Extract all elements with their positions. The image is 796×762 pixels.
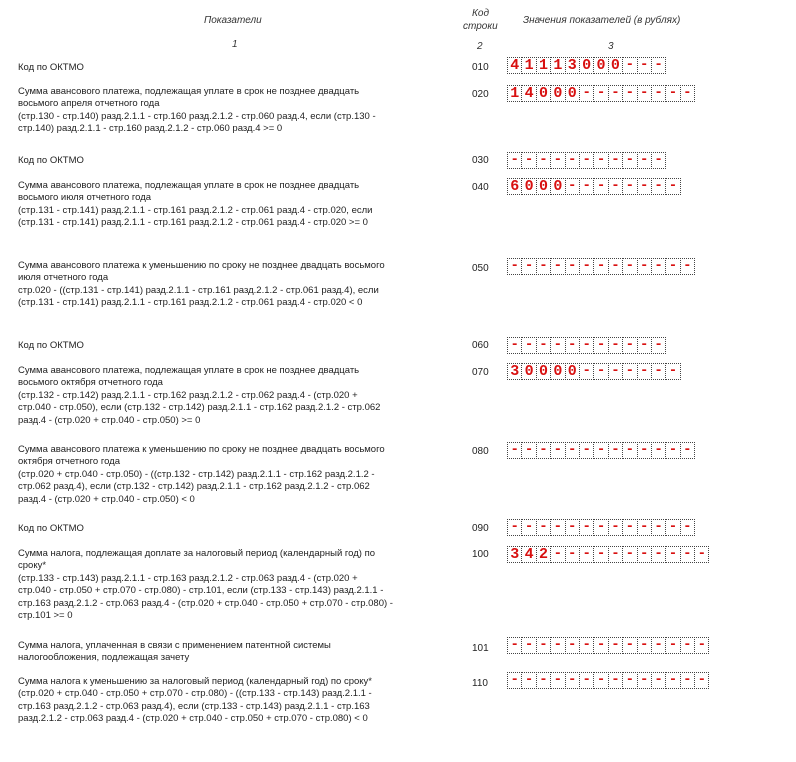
value-cell[interactable]: - [651,442,666,459]
header-col1-title: Показатели [204,15,262,26]
value-cell[interactable]: 4 [521,85,536,102]
value-cell[interactable]: - [622,337,637,354]
value-cell[interactable]: - [680,637,695,654]
value-cell[interactable]: 0 [608,57,623,74]
value-cell[interactable]: - [651,337,666,354]
value-cell[interactable]: 0 [521,178,536,195]
value-cell[interactable]: 1 [536,57,551,74]
value-cell[interactable]: - [507,258,522,275]
value-cell[interactable]: 0 [521,363,536,380]
value-cell[interactable]: 3 [565,57,580,74]
value-cell[interactable]: - [665,519,680,536]
value-cell[interactable]: - [651,637,666,654]
value-cell[interactable]: - [579,442,594,459]
value-cell[interactable]: - [651,258,666,275]
value-cell[interactable]: 3 [507,363,522,380]
row-060-line-code: 060 [472,340,489,351]
value-cell[interactable]: - [565,637,580,654]
value-cell[interactable]: - [637,337,652,354]
value-cell[interactable]: - [521,519,536,536]
row-010-line-code: 010 [472,62,489,73]
value-cell[interactable]: - [536,258,551,275]
row-020-value-cells[interactable] [507,85,694,102]
row-090-line-code: 090 [472,523,489,534]
value-cell[interactable]: - [651,85,666,102]
value-cell[interactable]: - [579,258,594,275]
value-cell[interactable]: - [565,546,580,563]
value-cell[interactable]: - [608,637,623,654]
row-070-description: Сумма авансового платежа, подлежащая уплате в срок не позднее двадцать восьмого октября отчетного года (стр.132 - стр.142) разд.2.1.1 - стр.162 разд.2.1.2 - стр.062 разд.4 - (стр.020 + стр.040 - стр.050), если (стр.132 - стр.142) разд.2.1.1 - стр.162 разд.2.1.2 - стр.062 разд.4 - (стр.020 + стр.040 - стр.050) >= 0 [18,365,381,426]
value-cell[interactable]: - [550,546,565,563]
row-080-description: Сумма авансового платежа к уменьшению по сроку не позднее двадцать восьмого октября отчетного года (стр.020 + стр.040 - стр.050) - ((стр.132 - стр.142) разд.2.1.1 - стр.162 разд.2.1.2 - стр.062 разд.4), если (стр.132 - стр.142) разд.2.1.1 - стр.162 разд.2.1.2 - стр.062 разд.4 - (стр.020 + стр.040 - стр.050) < 0 [18,444,385,505]
value-cell[interactable]: - [637,546,652,563]
row-100-value-cells[interactable] [507,546,708,563]
value-cell[interactable]: - [507,519,522,536]
value-cell[interactable]: - [608,85,623,102]
row-110-value-cells[interactable] [507,672,708,689]
value-cell[interactable]: - [622,637,637,654]
value-cell[interactable]: - [579,363,594,380]
value-cell[interactable]: - [565,337,580,354]
row-020-line-code: 020 [472,89,489,100]
row-080-line-code: 080 [472,446,489,457]
value-cell[interactable]: 0 [536,85,551,102]
row-020-description: Сумма авансового платежа, подлежащая уплате в срок не позднее двадцать восьмого апреля отчетного года (стр.130 - стр.140) разд.2.1.1 - стр.160 разд.2.1.2 - стр.060 разд.4, если (стр.130 - стр.140) разд.2.1.1 - стр.160 разд.2.1.2 - стр.060 разд.4 >= 0 [18,86,376,135]
value-cell[interactable]: - [550,519,565,536]
header-col3-num: 3 [608,41,614,52]
row-101-value-cells[interactable] [507,637,708,654]
value-cell[interactable]: - [637,178,652,195]
value-cell[interactable]: - [579,546,594,563]
header-col2-title-line2: строки [463,21,498,32]
value-cell[interactable]: 0 [550,178,565,195]
value-cell[interactable]: 0 [536,363,551,380]
header-col3-title: Значения показателей (в рублях) [523,15,681,26]
value-cell[interactable]: - [565,442,580,459]
value-cell[interactable]: 0 [550,363,565,380]
value-cell[interactable]: - [622,546,637,563]
value-cell[interactable]: - [622,363,637,380]
value-cell[interactable]: - [665,546,680,563]
value-cell[interactable]: - [565,178,580,195]
value-cell[interactable]: - [550,258,565,275]
value-cell[interactable]: 0 [565,363,580,380]
row-050-line-code: 050 [472,263,489,274]
value-cell[interactable]: - [622,85,637,102]
row-030-value-cells[interactable] [507,152,665,169]
value-cell[interactable]: - [637,152,652,169]
value-cell[interactable]: - [521,672,536,689]
value-cell[interactable]: 0 [536,178,551,195]
value-cell[interactable]: - [680,85,695,102]
value-cell[interactable]: - [565,672,580,689]
value-cell[interactable]: - [579,519,594,536]
value-cell[interactable]: - [521,152,536,169]
value-cell[interactable]: - [608,519,623,536]
value-cell[interactable]: 0 [593,57,608,74]
row-080-value-cells[interactable] [507,442,694,459]
value-cell[interactable]: - [593,363,608,380]
row-100-line-code: 100 [472,549,489,560]
value-cell[interactable]: - [507,152,522,169]
value-cell[interactable]: - [622,258,637,275]
row-010-description: Код по ОКТМО [18,62,84,73]
value-cell[interactable]: - [521,258,536,275]
value-cell[interactable]: - [622,178,637,195]
value-cell[interactable]: - [608,337,623,354]
row-040-description: Сумма авансового платежа, подлежащая уплате в срок не позднее двадцать восьмого июля отчетного года (стр.131 - стр.141) разд.2.1.1 - стр.161 разд.2.1.2 - стр.061 разд.4 - стр.020, если (стр.131 - стр.141) разд.2.1.1 - стр.161 разд.2.1.2 - стр.061 разд.4 - стр.020 >= 0 [18,180,373,229]
value-cell[interactable]: - [593,519,608,536]
value-cell[interactable]: - [507,442,522,459]
value-cell[interactable]: 0 [565,85,580,102]
value-cell[interactable]: - [593,442,608,459]
value-cell[interactable]: - [694,546,709,563]
value-cell[interactable]: 0 [579,57,594,74]
row-060-value-cells[interactable] [507,337,665,354]
row-101-description: Сумма налога, уплаченная в связи с применением патентной системы налогообложения, подлежащая зачету [18,640,331,664]
value-cell[interactable]: - [608,546,623,563]
value-cell[interactable]: - [593,178,608,195]
value-cell[interactable]: - [665,672,680,689]
value-cell[interactable]: - [622,57,637,74]
value-cell[interactable]: - [593,337,608,354]
value-cell[interactable]: - [622,442,637,459]
value-cell[interactable]: - [521,442,536,459]
row-070-line-code: 070 [472,367,489,378]
value-cell[interactable]: 3 [507,546,522,563]
value-cell[interactable]: - [608,258,623,275]
header-col1-num: 1 [232,39,238,50]
value-cell[interactable]: - [637,637,652,654]
value-cell[interactable]: - [665,363,680,380]
value-cell[interactable]: - [593,258,608,275]
value-cell[interactable]: - [665,85,680,102]
value-cell[interactable]: - [651,519,666,536]
value-cell[interactable]: - [507,337,522,354]
value-cell[interactable]: - [507,637,522,654]
value-cell[interactable]: - [680,519,695,536]
value-cell[interactable]: - [694,672,709,689]
value-cell[interactable]: - [608,363,623,380]
value-cell[interactable]: - [665,258,680,275]
row-101-line-code: 101 [472,643,489,654]
value-cell[interactable]: - [680,442,695,459]
row-040-value-cells[interactable] [507,178,680,195]
value-cell[interactable]: 2 [536,546,551,563]
value-cell[interactable]: - [651,363,666,380]
value-cell[interactable]: - [608,152,623,169]
value-cell[interactable]: - [651,672,666,689]
row-060-description: Код по ОКТМО [18,340,84,351]
value-cell[interactable]: - [521,337,536,354]
value-cell[interactable]: - [593,637,608,654]
value-cell[interactable]: - [651,178,666,195]
row-050-value-cells[interactable] [507,258,694,275]
value-cell[interactable]: 6 [507,178,522,195]
value-cell[interactable]: - [507,672,522,689]
value-cell[interactable]: - [550,152,565,169]
row-010-value-cells[interactable] [507,57,665,74]
value-cell[interactable]: - [637,519,652,536]
value-cell[interactable]: - [579,152,594,169]
value-cell[interactable]: - [637,57,652,74]
value-cell[interactable]: - [579,672,594,689]
value-cell[interactable]: - [637,672,652,689]
row-110-description: Сумма налога к уменьшению за налоговый период (календарный год) по сроку* (стр.020 + стр.040 - стр.050 + стр.070 - стр.080) - ((стр.133 - стр.143) разд.2.1.1 - стр.163 разд.2.1.2 - стр.063 разд.4), если (стр.133 - стр.143) разд.2.1.1 - стр.163 разд.2.1.2 - стр.063 разд.4 - (стр.020 + стр.040 - стр.050 + стр.070 - стр.080) < 0 [18,676,372,725]
value-cell[interactable]: - [550,672,565,689]
value-cell[interactable]: 0 [550,85,565,102]
value-cell[interactable]: - [622,519,637,536]
value-cell[interactable]: - [651,152,666,169]
value-cell[interactable]: 1 [507,85,522,102]
value-cell[interactable]: - [593,546,608,563]
value-cell[interactable]: - [593,85,608,102]
value-cell[interactable]: 4 [521,546,536,563]
header-col2-title-line1: Код [472,8,489,19]
value-cell[interactable]: - [637,442,652,459]
value-cell[interactable]: - [579,178,594,195]
value-cell[interactable]: - [579,85,594,102]
value-cell[interactable]: - [608,178,623,195]
value-cell[interactable]: - [521,637,536,654]
value-cell[interactable]: - [536,442,551,459]
value-cell[interactable]: - [637,85,652,102]
value-cell[interactable]: - [665,442,680,459]
value-cell[interactable]: - [536,337,551,354]
value-cell[interactable]: - [565,258,580,275]
header-col2-num: 2 [477,41,483,52]
row-100-description: Сумма налога, подлежащая доплате за налоговый период (календарный год) по сроку* (стр.133 - стр.143) разд.2.1.1 - стр.163 разд.2.1.2 - стр.063 разд.4 - (стр.020 + стр.040 - стр.050 + стр.070 - стр.080) - стр.101, если (стр.133 - стр.143) разд.2.1.1 - стр.163 разд.2.1.2 - стр.063 разд.4 - (стр.020 + стр.040 - стр.050 + стр.070 - стр.080) - стр.101 >= 0 [18,548,393,622]
row-030-description: Код по ОКТМО [18,155,84,166]
value-cell[interactable]: - [536,519,551,536]
value-cell[interactable]: - [579,337,594,354]
row-090-description: Код по ОКТМО [18,523,84,534]
value-cell[interactable]: - [622,672,637,689]
value-cell[interactable]: - [665,637,680,654]
value-cell[interactable]: - [694,637,709,654]
value-cell[interactable]: - [680,258,695,275]
value-cell[interactable]: - [665,178,680,195]
row-030-line-code: 030 [472,155,489,166]
value-cell[interactable]: - [593,152,608,169]
value-cell[interactable]: - [593,672,608,689]
row-090-value-cells[interactable] [507,519,694,536]
value-cell[interactable]: - [680,672,695,689]
row-050-description: Сумма авансового платежа к уменьшению по сроку не позднее двадцать восьмого июля отчетного года стр.020 - ((стр.131 - стр.141) разд.2.1.1 - стр.161 разд.2.1.2 - стр.061 разд.4), если (стр.131 - стр.141) разд.2.1.1 - стр.161 разд.2.1.2 - стр.061 разд.4 - стр.020 < 0 [18,260,385,309]
value-cell[interactable]: - [637,363,652,380]
value-cell[interactable]: - [536,637,551,654]
value-cell[interactable]: 1 [521,57,536,74]
value-cell[interactable]: - [651,546,666,563]
value-cell[interactable]: - [536,672,551,689]
row-040-line-code: 040 [472,182,489,193]
value-cell[interactable]: - [651,57,666,74]
value-cell[interactable]: - [550,637,565,654]
value-cell[interactable]: - [579,637,594,654]
value-cell[interactable]: - [550,442,565,459]
value-cell[interactable]: - [622,152,637,169]
value-cell[interactable]: - [637,258,652,275]
value-cell[interactable]: - [680,546,695,563]
value-cell[interactable]: 1 [550,57,565,74]
value-cell[interactable]: - [608,442,623,459]
value-cell[interactable]: - [536,152,551,169]
value-cell[interactable]: 4 [507,57,522,74]
value-cell[interactable]: - [565,519,580,536]
value-cell[interactable]: - [608,672,623,689]
row-070-value-cells[interactable] [507,363,680,380]
row-110-line-code: 110 [472,678,488,689]
value-cell[interactable]: - [565,152,580,169]
value-cell[interactable]: - [550,337,565,354]
